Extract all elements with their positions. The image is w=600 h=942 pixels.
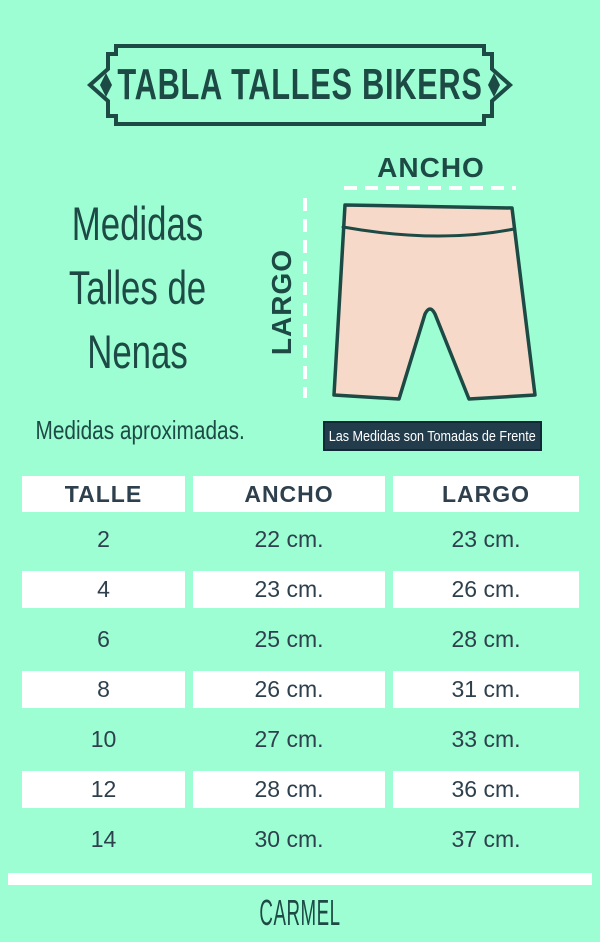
table-cell: 26 cm. (393, 571, 579, 608)
table-cell: 33 cm. (451, 725, 521, 752)
header-cell-ancho: ANCHO (193, 476, 385, 512)
title-banner (86, 42, 514, 128)
section-heading (54, 192, 221, 384)
footer-divider (8, 873, 592, 885)
measurement-note-text: Las Medidas son Tomadas de Frente (328, 427, 537, 445)
length-dashed-line (303, 198, 307, 398)
table-row (0, 614, 600, 664)
table-cell: 23 cm. (451, 525, 521, 552)
table-cell: 36 cm. (393, 771, 579, 808)
width-dimension-label: ANCHO (377, 152, 485, 183)
size-table-body (0, 514, 600, 864)
approx-note: Medidas aproximadas. (35, 415, 245, 445)
table-cell: 2 (97, 525, 110, 552)
table-cell: 14 (90, 825, 117, 852)
table-cell: 31 cm. (393, 671, 579, 708)
header-cell-largo: LARGO (393, 476, 579, 512)
table-cell: 4 (22, 571, 185, 608)
size-table-header (0, 476, 600, 514)
table-cell: 25 cm. (254, 625, 324, 652)
table-cell: 27 cm. (254, 725, 324, 752)
table-row (0, 564, 600, 614)
header-cell-talle: TALLE (22, 476, 185, 512)
table-cell: 10 (90, 725, 117, 752)
table-row (0, 514, 600, 564)
heading-line-3: Nenas (87, 325, 188, 378)
table-cell: 26 cm. (193, 671, 385, 708)
heading-line-1: Medidas (71, 197, 204, 250)
biker-shorts-illustration-icon (332, 200, 544, 402)
width-dashed-line (344, 186, 516, 190)
table-row (0, 814, 600, 864)
table-row (0, 764, 600, 814)
table-cell: 30 cm. (254, 825, 324, 852)
table-cell: 8 (22, 671, 185, 708)
table-cell: 6 (97, 625, 110, 652)
table-cell: 22 cm. (254, 525, 324, 552)
table-cell: 12 (22, 771, 185, 808)
table-cell: 23 cm. (193, 571, 385, 608)
brand-logo: CARMEL (259, 892, 341, 933)
table-cell: 28 cm. (451, 625, 521, 652)
table-row (0, 714, 600, 764)
measurement-note-badge (323, 421, 542, 451)
heading-line-2: Talles de (68, 261, 207, 314)
table-cell: 28 cm. (193, 771, 385, 808)
page-title: TABLA TALLES BIKERS (117, 60, 483, 109)
length-dimension-label: LARGO (266, 248, 297, 356)
table-row (0, 664, 600, 714)
table-cell: 37 cm. (451, 825, 521, 852)
